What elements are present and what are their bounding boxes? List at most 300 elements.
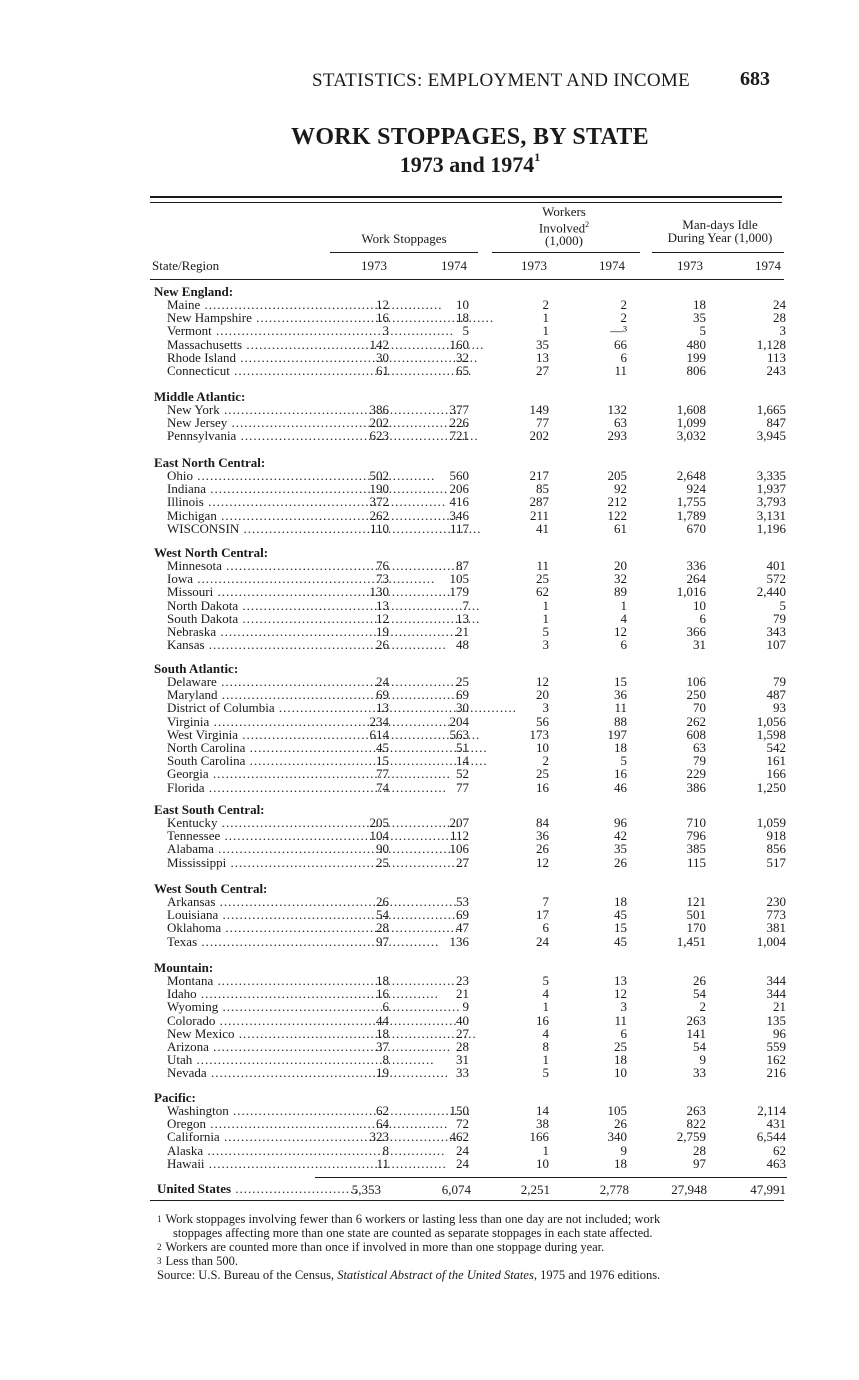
table-cell: 16 bbox=[536, 1012, 549, 1028]
table-cell: 33 bbox=[456, 1065, 469, 1081]
state-name: Kentucky ..... bbox=[167, 816, 312, 829]
table-cell: 1,099 bbox=[676, 415, 706, 431]
table-cell: 13 bbox=[456, 610, 469, 626]
table-cell: 1 bbox=[542, 610, 549, 626]
state-name: Wyoming ..... bbox=[167, 1000, 312, 1013]
table-cell: 45 bbox=[614, 907, 627, 923]
table-cell: 32 bbox=[614, 571, 627, 587]
table-cell: 32 bbox=[456, 349, 469, 365]
total-rule bbox=[315, 1177, 787, 1178]
table-cell: 670 bbox=[686, 520, 706, 536]
table-cell: 45 bbox=[614, 933, 627, 949]
table-cell: 97 bbox=[693, 1155, 706, 1171]
table-cell: 69 bbox=[456, 687, 469, 703]
table-cell: 207 bbox=[449, 815, 469, 830]
table-cell: 14 bbox=[456, 753, 469, 769]
footnote-1-text-a: Work stoppages involving fewer than 6 workers or lasting less than one day are not included; work bbox=[165, 1212, 661, 1226]
table-cell: 69 bbox=[456, 907, 469, 923]
table-cell: 822 bbox=[686, 1116, 706, 1132]
table-cell: 25 bbox=[376, 854, 389, 870]
total-value: 6,074 bbox=[441, 1182, 471, 1197]
table-cell: 24 bbox=[456, 1142, 469, 1158]
table-cell: 54 bbox=[376, 907, 389, 923]
table-cell: 36 bbox=[614, 687, 627, 703]
table-cell: 25 bbox=[536, 571, 549, 587]
table-cell: 21 bbox=[773, 999, 786, 1015]
source-title: Statistical Abstract of the United States, bbox=[337, 1268, 537, 1282]
table-cell: 13 bbox=[614, 973, 627, 988]
header-workers-line3: (1,000) bbox=[545, 233, 583, 249]
total-value: 5,353 bbox=[351, 1182, 381, 1197]
state-name: New Mexico ..... bbox=[167, 1027, 312, 1040]
table-cell: 190 bbox=[369, 481, 389, 497]
table-cell: 847 bbox=[766, 415, 786, 431]
table-cell: 287 bbox=[529, 494, 549, 510]
table-cell: 38 bbox=[536, 1116, 549, 1132]
table-cell: 3,131 bbox=[756, 507, 786, 523]
table-cell: 179 bbox=[449, 584, 469, 600]
table-cell: 2 bbox=[620, 310, 627, 326]
state-name: Oklahoma ..... bbox=[167, 921, 312, 934]
footnote-2-text: Workers are counted more than once if involved in more than one stoppage during year. bbox=[165, 1240, 605, 1254]
table-cell: 1,059 bbox=[756, 815, 786, 830]
page-number: 683 bbox=[740, 68, 770, 90]
table-cell: 918 bbox=[766, 828, 786, 844]
table-cell: 52 bbox=[456, 766, 469, 782]
table-cell: 85 bbox=[536, 481, 549, 497]
table-cell: 6 bbox=[620, 349, 627, 365]
region-heading: Middle Atlantic: bbox=[154, 389, 246, 404]
table-cell: 10 bbox=[536, 1155, 549, 1171]
table-cell: 48 bbox=[456, 637, 469, 653]
table-cell: 431 bbox=[766, 1116, 786, 1132]
table-cell: 608 bbox=[686, 726, 706, 742]
table-cell: 1 bbox=[542, 597, 549, 613]
table-cell: 1 bbox=[542, 1052, 549, 1068]
region-heading: West South Central: bbox=[154, 881, 268, 896]
table-cell: 10 bbox=[456, 297, 469, 312]
table-cell: 18 bbox=[376, 1025, 389, 1041]
table-cell: 65 bbox=[456, 363, 469, 378]
state-name: Arkansas ..... bbox=[167, 895, 312, 908]
table-cell: 161 bbox=[766, 753, 786, 769]
table-cell: 202 bbox=[369, 415, 389, 431]
table-cell: 13 bbox=[376, 597, 389, 613]
table-cell: 73 bbox=[376, 571, 389, 587]
table-cell: 11 bbox=[614, 363, 627, 378]
table-cell: 19 bbox=[376, 624, 389, 639]
table-cell: 3,032 bbox=[676, 428, 706, 444]
table-cell: 796 bbox=[686, 828, 706, 844]
footnotes bbox=[157, 1212, 797, 1282]
state-name: Hawaii ..... bbox=[167, 1157, 312, 1170]
state-name: Oregon ..... bbox=[167, 1117, 312, 1130]
table-cell: 62 bbox=[773, 1142, 786, 1158]
table-cell: 1 bbox=[542, 999, 549, 1015]
table-cell: 372 bbox=[369, 494, 389, 510]
table-cell: 2,440 bbox=[756, 584, 786, 600]
table-cell: 2,114 bbox=[757, 1103, 786, 1118]
table-cell: 250 bbox=[686, 687, 706, 703]
table-cell: 21 bbox=[456, 624, 469, 639]
table-bottom-rule bbox=[150, 1200, 784, 1201]
table-cell: 205 bbox=[607, 468, 627, 483]
source-prefix: Source: U.S. Bureau of the Census, bbox=[157, 1268, 338, 1282]
table-cell: 35 bbox=[614, 841, 627, 857]
table-cell: 234 bbox=[369, 713, 389, 729]
region-heading: East South Central: bbox=[154, 802, 265, 817]
table-cell: 7 bbox=[462, 597, 469, 613]
table-cell: 166 bbox=[766, 766, 786, 782]
state-name: Maine ..... bbox=[167, 298, 312, 311]
table-cell: 18 bbox=[693, 297, 706, 312]
table-cell: 87 bbox=[456, 558, 469, 573]
state-name: Washington ..... bbox=[167, 1104, 312, 1117]
table-cell: 2 bbox=[699, 999, 706, 1015]
table-cell: 18 bbox=[614, 894, 627, 909]
state-name: New York ..... bbox=[167, 403, 312, 416]
table-cell: 346 bbox=[449, 507, 469, 523]
table-cell: 211 bbox=[529, 507, 549, 523]
state-name: Maryland ..... bbox=[167, 688, 312, 701]
table-cell: 135 bbox=[766, 1012, 786, 1028]
table-cell: 24 bbox=[773, 297, 786, 312]
table-cell: 104 bbox=[369, 828, 389, 844]
table-cell: 106 bbox=[686, 674, 706, 689]
table-cell: 63 bbox=[614, 415, 627, 431]
table-cell: 113 bbox=[766, 349, 786, 365]
table-cell: 107 bbox=[766, 637, 786, 653]
table-cell: 344 bbox=[766, 973, 786, 988]
table-cell: 26 bbox=[536, 841, 549, 857]
state-name: Colorado ..... bbox=[167, 1014, 312, 1027]
region-heading: New England: bbox=[154, 284, 234, 299]
table-cell: 132 bbox=[607, 402, 627, 417]
state-name: Florida ..... bbox=[167, 781, 312, 794]
table-cell: 293 bbox=[607, 428, 627, 444]
table-cell: 9 bbox=[620, 1142, 627, 1158]
table-cell: 5 bbox=[779, 597, 786, 613]
table-cell: 13 bbox=[376, 700, 389, 716]
table-cell: 74 bbox=[376, 779, 389, 795]
state-name: Michigan ..... bbox=[167, 509, 312, 522]
table-cell: 262 bbox=[686, 713, 706, 729]
table-cell: 1,056 bbox=[756, 713, 786, 729]
table-cell: 110 bbox=[369, 520, 389, 536]
table-cell: 30 bbox=[456, 700, 469, 716]
table-cell: 18 bbox=[376, 973, 389, 988]
table-cell: 501 bbox=[686, 907, 706, 923]
header-year-col6: 1974 bbox=[755, 258, 781, 273]
region-heading: East North Central: bbox=[154, 455, 266, 470]
table-cell: 35 bbox=[536, 336, 549, 352]
table-cell: 856 bbox=[766, 841, 786, 857]
table-cell: 2 bbox=[542, 297, 549, 312]
table-cell: 1,608 bbox=[676, 402, 706, 417]
table-cell: 31 bbox=[456, 1052, 469, 1068]
table-cell: 18 bbox=[614, 740, 627, 755]
table-cell: 1,250 bbox=[756, 779, 786, 795]
state-name: Utah ..... bbox=[167, 1053, 312, 1066]
table-cell: 56 bbox=[536, 713, 549, 729]
table-cell: 62 bbox=[536, 584, 549, 600]
table-cell: 6,544 bbox=[756, 1129, 786, 1145]
table-cell: 3,945 bbox=[756, 428, 786, 444]
table-cell: 2 bbox=[542, 753, 549, 769]
table-cell: 27 bbox=[456, 854, 469, 870]
total-value: 47,991 bbox=[750, 1182, 786, 1197]
state-name: Missouri ..... bbox=[167, 585, 312, 598]
table-cell: 24 bbox=[376, 674, 389, 689]
table-cell: 77 bbox=[456, 779, 469, 795]
table-cell: 28 bbox=[773, 310, 786, 326]
state-name: West Virginia ..... bbox=[167, 728, 312, 741]
table-cell: 112 bbox=[449, 828, 469, 844]
state-name: Pennsylvania ..... bbox=[167, 429, 312, 442]
table-cell: 3 bbox=[542, 700, 549, 716]
table-cell: 1,665 bbox=[756, 402, 786, 417]
table-cell: 25 bbox=[456, 674, 469, 689]
state-name: Arizona ..... bbox=[167, 1040, 312, 1053]
table-cell: 710 bbox=[686, 815, 706, 830]
table-cell: 18 bbox=[614, 1052, 627, 1068]
table-cell: 559 bbox=[766, 1039, 786, 1054]
table-cell: 3,793 bbox=[756, 494, 786, 510]
state-name: Tennessee ..... bbox=[167, 829, 312, 842]
table-cell: 344 bbox=[766, 986, 786, 1002]
table-cell: 77 bbox=[536, 415, 549, 431]
table-cell: 72 bbox=[456, 1116, 469, 1132]
table-cell: 79 bbox=[773, 674, 786, 689]
state-name: Georgia ..... bbox=[167, 767, 312, 780]
table-cell: 37 bbox=[376, 1039, 389, 1054]
table-cell: 217 bbox=[529, 468, 549, 483]
table-cell: 721 bbox=[449, 428, 469, 444]
table-cell: 117 bbox=[449, 520, 469, 536]
table-cell: 1,937 bbox=[756, 481, 786, 497]
footnote-mark-2: 2 bbox=[585, 220, 590, 229]
footnote-2-mark: 2 bbox=[157, 1242, 162, 1252]
table-cell: 462 bbox=[449, 1129, 469, 1145]
table-cell: 16 bbox=[376, 986, 389, 1002]
table-cell: 1,128 bbox=[756, 336, 786, 352]
table-cell: 105 bbox=[449, 571, 469, 587]
state-name: Massachusetts ..... bbox=[167, 338, 312, 351]
table-cell: 6 bbox=[620, 637, 627, 653]
table-cell: 212 bbox=[607, 494, 627, 510]
table-cell: 51 bbox=[456, 740, 469, 755]
table-cell: 47 bbox=[456, 920, 469, 936]
table-cell: 26 bbox=[376, 894, 389, 909]
table-cell: 1 bbox=[542, 310, 549, 326]
state-name: District of Columbia ..... bbox=[167, 701, 312, 714]
table-cell: 563 bbox=[449, 726, 469, 742]
table-cell: 96 bbox=[614, 815, 627, 830]
table-cell: 25 bbox=[536, 766, 549, 782]
state-name: Idaho ..... bbox=[167, 987, 312, 1000]
table-cell: 199 bbox=[686, 349, 706, 365]
state-name: Minnesota ..... bbox=[167, 559, 312, 572]
footnote-1 bbox=[157, 1212, 797, 1240]
table-cell: 45 bbox=[376, 740, 389, 755]
table-cell: 28 bbox=[376, 920, 389, 936]
table-cell: 7 bbox=[542, 894, 549, 909]
table-cell: 28 bbox=[456, 1039, 469, 1054]
table-cell: 26 bbox=[376, 637, 389, 653]
table-cell: 11 bbox=[614, 1012, 627, 1028]
table-cell: 262 bbox=[369, 507, 389, 523]
table-cell: 323 bbox=[369, 1129, 389, 1145]
table-cell: 1 bbox=[542, 323, 549, 339]
table-cell: 480 bbox=[686, 336, 706, 352]
table-cell: 79 bbox=[773, 610, 786, 626]
table-cell: 160 bbox=[449, 336, 469, 352]
table-cell: 26 bbox=[614, 1116, 627, 1132]
table-cell: 105 bbox=[607, 1103, 627, 1118]
table-cell: 230 bbox=[766, 894, 786, 909]
table-cell: 16 bbox=[376, 310, 389, 326]
table-cell: 13 bbox=[536, 349, 549, 365]
table-cell: 66 bbox=[614, 336, 627, 352]
table-cell: 377 bbox=[449, 402, 469, 417]
table-cell: 3 bbox=[620, 999, 627, 1015]
header-year-col1: 1973 bbox=[361, 258, 387, 273]
table-cell: 517 bbox=[766, 854, 786, 870]
table-cell: 36 bbox=[536, 828, 549, 844]
region-heading: Mountain: bbox=[154, 960, 214, 975]
table-cell: 166 bbox=[529, 1129, 549, 1145]
table-cell: 17 bbox=[536, 907, 549, 923]
table-cell: —³ bbox=[610, 323, 627, 339]
table-cell: 1,598 bbox=[756, 726, 786, 742]
table-cell: 31 bbox=[693, 637, 706, 653]
table-cell: 4 bbox=[620, 610, 627, 626]
header-mandays-line1: Man-days Idle bbox=[682, 217, 758, 232]
table-cell: 64 bbox=[376, 1116, 389, 1132]
table-cell: 76 bbox=[376, 558, 389, 573]
footnote-3-mark: 3 bbox=[157, 1256, 162, 1266]
table-cell: 204 bbox=[449, 713, 469, 729]
table-cell: 2 bbox=[620, 297, 627, 312]
table-cell: 54 bbox=[693, 986, 706, 1002]
header-year-col5: 1973 bbox=[677, 258, 703, 273]
footnote-3-text: Less than 500. bbox=[165, 1254, 239, 1268]
table-cell: 385 bbox=[686, 841, 706, 857]
table-cell: 14 bbox=[536, 1103, 549, 1118]
table-cell: 8 bbox=[382, 1052, 389, 1068]
table-cell: 572 bbox=[766, 571, 786, 587]
table-cell: 12 bbox=[614, 624, 627, 639]
state-name: California ..... bbox=[167, 1130, 312, 1143]
state-name: Mississippi ..... bbox=[167, 856, 312, 869]
table-cell: 97 bbox=[376, 933, 389, 949]
source-note bbox=[157, 1268, 797, 1282]
table-cell: 206 bbox=[449, 481, 469, 497]
table-cell: 416 bbox=[449, 494, 469, 510]
table-cell: 1,004 bbox=[756, 933, 786, 949]
table-cell: 141 bbox=[686, 1025, 706, 1041]
table-cell: 33 bbox=[693, 1065, 706, 1081]
state-name: Indiana ..... bbox=[167, 482, 312, 495]
table-cell: 263 bbox=[686, 1012, 706, 1028]
total-label-leader: ............................. bbox=[231, 1181, 359, 1196]
state-name: Iowa ..... bbox=[167, 572, 312, 585]
table-cell: 2,648 bbox=[676, 468, 706, 483]
region-heading: Pacific: bbox=[154, 1090, 196, 1105]
table-cell: 54 bbox=[693, 1039, 706, 1054]
table-cell: 69 bbox=[376, 687, 389, 703]
table-cell: 26 bbox=[614, 854, 627, 870]
table-cell: 24 bbox=[536, 933, 549, 949]
table-cell: 336 bbox=[686, 558, 706, 573]
state-name: South Dakota ..... bbox=[167, 612, 312, 625]
table-cell: 42 bbox=[614, 828, 627, 844]
header-year-col2: 1974 bbox=[441, 258, 467, 273]
table-cell: 1,789 bbox=[676, 507, 706, 523]
table-cell: 623 bbox=[369, 428, 389, 444]
table-cell: 20 bbox=[614, 558, 627, 573]
table-cell: 401 bbox=[766, 558, 786, 573]
table-cell: 11 bbox=[376, 1155, 389, 1171]
table-cell: 5 bbox=[542, 624, 549, 639]
state-name: Virginia ..... bbox=[167, 715, 312, 728]
table-cell: 21 bbox=[456, 986, 469, 1002]
table-cell: 62 bbox=[376, 1103, 389, 1118]
table-cell: 6 bbox=[620, 1025, 627, 1041]
table-cell: 924 bbox=[686, 481, 706, 497]
header-workers-line1: Workers bbox=[542, 204, 586, 219]
table-cell: 343 bbox=[766, 624, 786, 639]
footnote-1-text-b: stoppages affecting more than one state are counted as separate stoppages in each state affected. bbox=[173, 1226, 653, 1240]
table-cell: 1 bbox=[542, 1142, 549, 1158]
table-cell: 63 bbox=[693, 740, 706, 755]
state-name: Rhode Island ..... bbox=[167, 351, 312, 364]
table-cell: 243 bbox=[766, 363, 786, 378]
total-value: 2,251 bbox=[520, 1182, 550, 1197]
table-cell: 11 bbox=[536, 558, 549, 573]
table-cell: 381 bbox=[766, 920, 786, 936]
table-cell: 366 bbox=[686, 624, 706, 639]
header-year-col3: 1973 bbox=[521, 258, 547, 273]
state-name: Louisiana ..... bbox=[167, 908, 312, 921]
table-cell: 18 bbox=[456, 310, 469, 326]
table-cell: 264 bbox=[686, 571, 706, 587]
table-cell: 84 bbox=[536, 815, 549, 830]
table-cell: 90 bbox=[376, 841, 389, 857]
footnote-2 bbox=[157, 1240, 797, 1254]
table-cell: 92 bbox=[614, 481, 627, 497]
state-name: North Dakota ..... bbox=[167, 599, 312, 612]
header-year-col4: 1974 bbox=[599, 258, 625, 273]
table-cell: 89 bbox=[614, 584, 627, 600]
table-cell: 10 bbox=[536, 740, 549, 755]
table-cell: 5 bbox=[542, 1065, 549, 1081]
state-name: Ohio ..... bbox=[167, 469, 312, 482]
table-cell: 162 bbox=[766, 1052, 786, 1068]
table-cell: 27 bbox=[456, 1025, 469, 1041]
table-cell: 12 bbox=[376, 297, 389, 312]
table-cell: 35 bbox=[693, 310, 706, 326]
table-cell: 61 bbox=[614, 520, 627, 536]
table-cell: 463 bbox=[766, 1155, 786, 1171]
table-cell: 5 bbox=[620, 753, 627, 769]
table-cell: 1,755 bbox=[676, 494, 706, 510]
table-cell: 6 bbox=[699, 610, 706, 626]
table-cell: 226 bbox=[449, 415, 469, 431]
table-cell: 3 bbox=[542, 637, 549, 653]
table-cell: 25 bbox=[614, 1039, 627, 1054]
table-cell: 26 bbox=[693, 973, 706, 988]
